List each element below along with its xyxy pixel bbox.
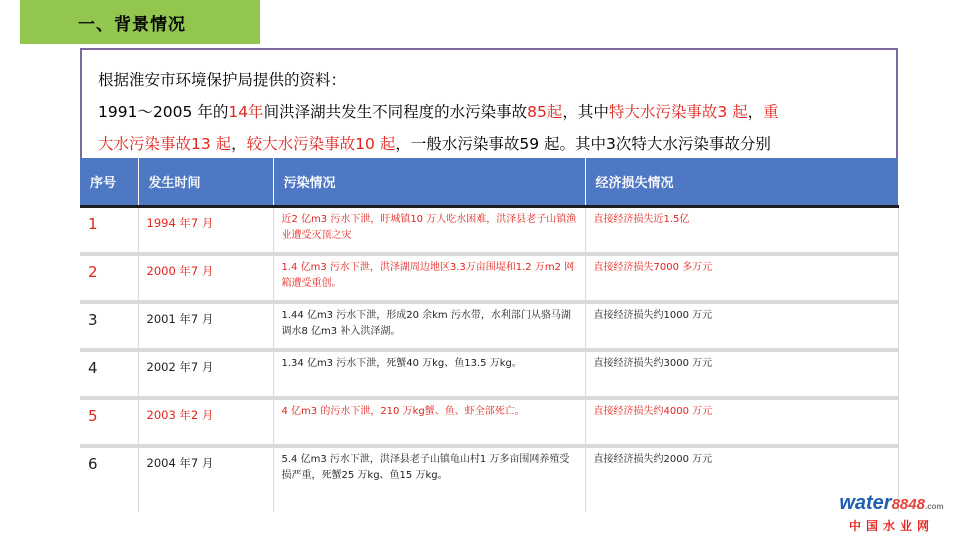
table-row	[80, 398, 898, 446]
text-segment: ，	[747, 103, 764, 121]
section-title: 一、背景情况	[78, 14, 186, 35]
header-pollution: 污染情况	[273, 158, 585, 206]
watermark-logo-text	[829, 492, 954, 518]
paragraph-line-2	[82, 96, 896, 128]
highlight-serious-start: 重	[763, 103, 779, 121]
row-date: 2001 年7 月	[138, 302, 273, 350]
table-header-row	[80, 158, 898, 206]
logo-suffix: .com	[924, 502, 944, 511]
header-date: 发生时间	[138, 158, 273, 206]
row-date: 1994 年7 月	[138, 206, 273, 254]
row-no: 1	[80, 206, 138, 254]
row-date: 2002 年7 月	[138, 350, 273, 398]
row-loss: 直接经济损失约2000 万元	[585, 446, 898, 512]
row-loss: 直接经济损失约3000 万元	[585, 350, 898, 398]
highlight-major: 特大水污染事故3 起	[608, 103, 748, 121]
highlight-years: 14年	[228, 103, 264, 121]
row-pollution: 1.34 亿m3 污水下泄，死蟹40 万kg、鱼13.5 万kg。	[273, 350, 585, 398]
row-loss: 直接经济损失约1000 万元	[585, 302, 898, 350]
row-loss: 直接经济损失近1.5亿	[585, 206, 898, 254]
row-no: 6	[80, 446, 138, 512]
text-segment: ，其中	[562, 103, 609, 121]
header-no: 序号	[80, 158, 138, 206]
row-date: 2003 年2 月	[138, 398, 273, 446]
row-date: 2004 年7 月	[138, 446, 273, 512]
table-row	[80, 446, 898, 512]
row-loss: 直接经济损失7000 多万元	[585, 254, 898, 302]
row-no: 4	[80, 350, 138, 398]
text-segment: 间洪泽湖共发生不同程度的水污染事故	[263, 103, 528, 121]
section-title-bar	[20, 0, 260, 44]
row-pollution: 1.44 亿m3 污水下泄，形成20 余km 污水带，水利部门从骆马湖调水8 亿m3 补入洪泽湖。	[273, 302, 585, 350]
paragraph-line-3	[82, 128, 896, 160]
intro-line: 根据淮安市环境保护局提供的资料：	[98, 71, 347, 89]
table-row	[80, 350, 898, 398]
row-no: 3	[80, 302, 138, 350]
header-loss: 经济损失情况	[585, 158, 898, 206]
row-no: 5	[80, 398, 138, 446]
text-segment: ，一般水污染事故59 起。其中3次特大水污染事故分别	[395, 135, 771, 153]
pollution-incident-table	[80, 158, 899, 512]
logo-word: water	[839, 492, 892, 514]
table-row	[80, 254, 898, 302]
row-pollution: 4 亿m3 的污水下泄，210 万kg蟹、鱼、虾全部死亡。	[273, 398, 585, 446]
text-segment: 1991～2005 年的	[98, 103, 229, 121]
table-row	[80, 206, 898, 254]
row-loss: 直接经济损失约4000 万元	[585, 398, 898, 446]
row-pollution: 近2 亿m3 污水下泄，盱城镇10 万人吃水困难，洪泽县老子山镇渔业遭受灭顶之灾	[273, 206, 585, 254]
highlight-larger: 较大水污染事故10 起	[246, 135, 396, 153]
highlight-total: 85起	[527, 103, 563, 121]
highlight-serious: 大水污染事故13 起	[98, 135, 232, 153]
text-segment: ，	[231, 135, 247, 153]
table-row	[80, 302, 898, 350]
row-no: 2	[80, 254, 138, 302]
watermark-logo	[829, 492, 954, 534]
row-pollution: 5.4 亿m3 污水下泄，洪泽县老子山镇龟山村1 万多亩围网养殖受损严重，死蟹25 万kg、鱼15 万kg。	[273, 446, 585, 512]
row-date: 2000 年7 月	[138, 254, 273, 302]
logo-number: 8848	[891, 496, 925, 513]
watermark-subtitle: 中国水业网	[848, 519, 934, 533]
row-pollution: 1.4 亿m3 污水下泄，洪泽湖周边地区3.3万亩围堤和1.2 万m2 网箱遭受重创。	[273, 254, 585, 302]
